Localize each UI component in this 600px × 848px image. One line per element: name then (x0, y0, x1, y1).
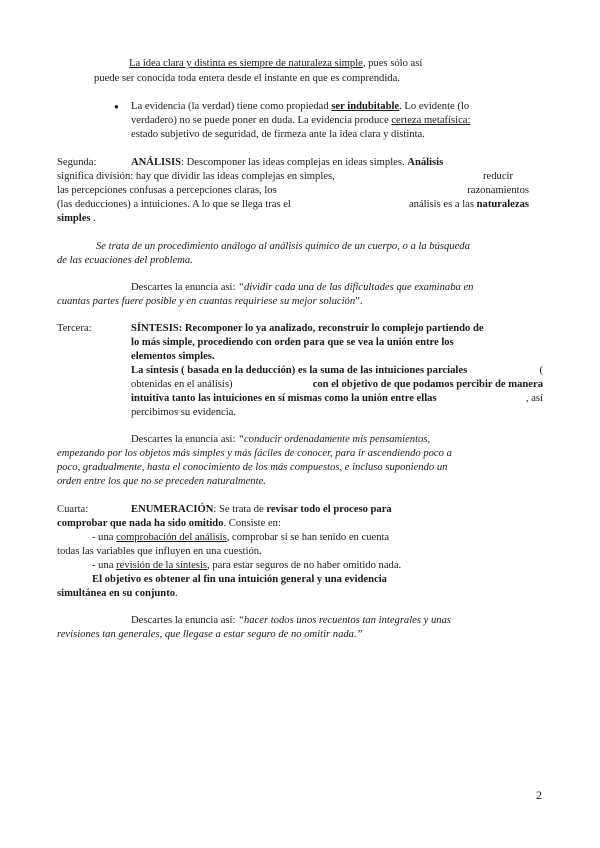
tercera-line-6: intuitiva tanto las intuiciones en sí mismas como la unión entre ellas , así (131, 393, 543, 404)
tercera-quote-line-2: empezando por los objetos más simples y más fáciles de conocer, para ir ascendiendo poco a (57, 448, 452, 459)
tercera-label: Tercera: (57, 323, 92, 334)
intro-line-2: puede ser conocida toda entera desde el instante en que es comprendida. (94, 73, 400, 84)
segunda-line-1: ANÁLISIS: Descomponer las ideas complejas en ideas simples. Análisis (131, 157, 444, 168)
bullet-icon: ● (114, 102, 119, 111)
cuarta-line-7: simultánea en su conjunto. (57, 588, 178, 599)
cuarta-line-3: - una comprobación del análisis, comprobar si se han tenido en cuenta (92, 532, 390, 543)
tercera-quote-line-3: poco, gradualmente, hasta el conocimiento de los más compuestos, e incluso suponiendo un (57, 462, 448, 473)
tercera-line-2: lo más simple, procediendo con orden para que se vea la unión entre los (131, 337, 454, 348)
cuarta-line-4: todas las variables que influyen en una cuestión. (57, 546, 262, 557)
segunda-line-4: (las deducciones) a intuiciones. A lo que se llega tras el análisis es a las naturalezas (57, 199, 529, 210)
bullet-line-3: estado subjetivo de seguridad, de firmeza ante la idea clara y distinta. (131, 129, 425, 140)
cuarta-line-5: - una revisión de la síntesis, para estar seguros de no haber omitido nada. (92, 560, 402, 571)
segunda-note-line-1: Se trata de un procedimiento análogo al análisis químico de un cuerpo, o a la búsqueda (96, 241, 470, 252)
segunda-quote-line-2: cuantas partes fuere posible y en cuantas requiriese su mejor solución”. (57, 296, 363, 307)
tercera-quote-line-4: orden entre los que no se preceden naturalmente. (57, 476, 266, 487)
segunda-quote-line-1: Descartes la enuncia así: “dividir cada una de las dificultades que examinaba en (131, 282, 474, 293)
tercera-line-5: obtenidas en el análisis) con el objetivo de que podamos percibir de manera (131, 379, 543, 390)
cuarta-line-2: comprobar que nada ha sido omitido. Consiste en: (57, 518, 281, 529)
cuarta-quote-line-1: Descartes la enuncia así: “hacer todos unos recuentos tan integrales y unas (131, 615, 452, 626)
cuarta-line-6: El objetivo es obtener al fin una intuición general y una evidencia (92, 574, 387, 585)
tercera-line-1: SÍNTESIS: Recomponer lo ya analizado, reconstruir lo complejo partiendo de (131, 323, 484, 334)
segunda-line-3: las percepciones confusas a percepciones claras, los razonamientos (57, 185, 529, 196)
segunda-note-line-2: de las ecuaciones del problema. (57, 255, 193, 266)
bullet-line-1: La evidencia (la verdad) tiene como propiedad ser indubitable. Lo evidente (lo (131, 101, 470, 112)
cuarta-label: Cuarta: (57, 504, 89, 515)
page-number: 2 (536, 788, 542, 802)
tercera-line-3: elementos simples. (131, 351, 215, 362)
intro-underlined: La idea clara y distinta es siempre de naturaleza simple (129, 58, 363, 69)
cuarta-line-1: ENUMERACIÓN: Se trata de revisar todo el proceso para (131, 504, 392, 515)
segunda-line-2: significa división: hay que dividir las ideas complejas en simples, reducir (57, 171, 513, 182)
tercera-quote-line-1: Descartes la enuncia así: “conducir ordenadamente mis pensamientos, (131, 434, 431, 445)
intro-line-1: La idea clara y distinta es siempre de naturaleza simple, pues sólo así (129, 58, 423, 69)
segunda-line-5: simples . (57, 213, 96, 224)
tercera-line-7: percibimos su evidencia. (131, 407, 237, 418)
bullet-line-2: verdadero) no se puede poner en duda. La evidencia produce certeza metafísica: (131, 115, 471, 126)
tercera-line-4: La síntesis ( basada en la deducción) es la suma de las intuiciones parciales ( (131, 365, 543, 376)
segunda-label: Segunda: (57, 157, 97, 168)
cuarta-quote-line-2: revisiones tan generales, que llegase a estar seguro de no omitir nada.” (57, 629, 363, 640)
